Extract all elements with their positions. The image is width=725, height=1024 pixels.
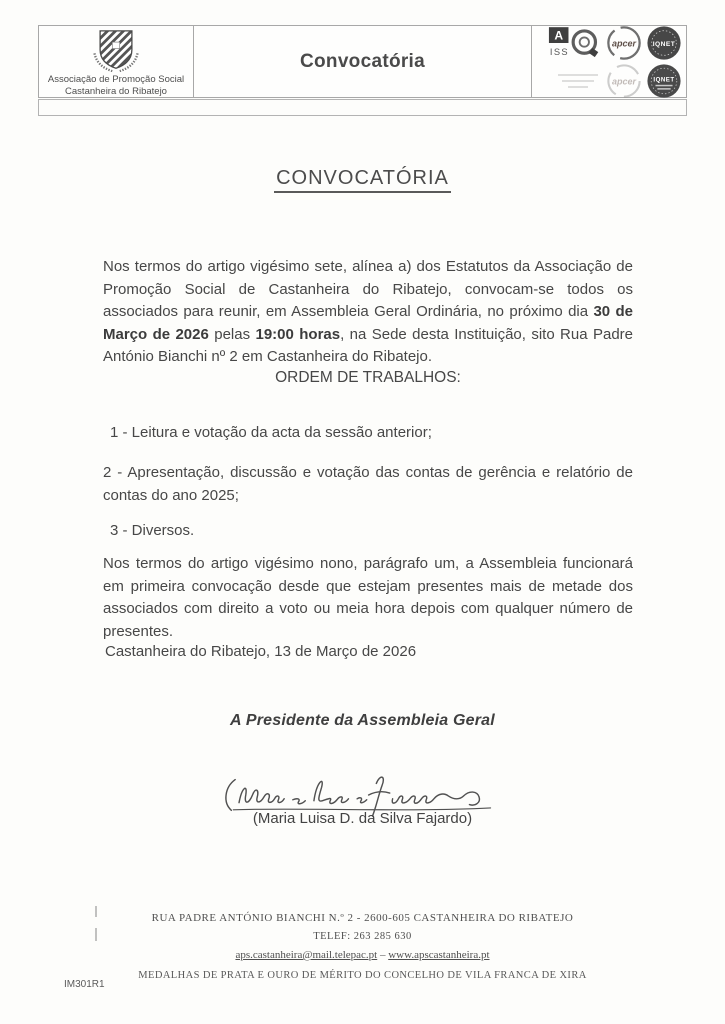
place-date-line: Castanheira do Ribatejo, 13 de Março de 2026 — [105, 643, 417, 660]
letterhead-title-cell — [193, 25, 532, 98]
org-name-line1: Associação de Promoção Social — [47, 74, 185, 85]
org-name — [48, 74, 184, 97]
meeting-time: 19:00 horas — [255, 325, 341, 343]
agenda-item-3: 3 - Diversos. — [110, 522, 195, 539]
signature-role-title: A Presidente da Assembleia Geral — [230, 712, 495, 729]
org-crest-icon — [91, 29, 141, 72]
apcer-badge-icon — [606, 25, 642, 61]
badge-row-bottom — [536, 63, 682, 99]
document-heading-wrap — [0, 167, 725, 193]
iqnet-label: IQNET — [652, 40, 676, 48]
iss-logo-icon — [548, 26, 602, 60]
document-heading: CONVOCATÓRIA — [274, 167, 451, 193]
footer-phone: TELEF: 263 285 630 — [313, 931, 412, 942]
iss-letter: A — [554, 28, 564, 43]
footer-medals-line: MEDALHAS DE PRATA E OURO DE MÉRITO DO CONCELHO DE VILA FRANCA DE XIRA — [138, 970, 587, 981]
apcer-label: apcer — [611, 37, 637, 48]
org-name-line2: Castanheira do Ribatejo — [65, 85, 167, 97]
document-type-title: Convocatória — [299, 50, 425, 72]
badge-row-top — [536, 25, 682, 61]
signature-printed-name: (Maria Luisa D. da Silva Fajardo) — [252, 810, 473, 827]
org-logo-cell — [38, 25, 194, 98]
p1-text-2: pelas — [208, 325, 256, 343]
letterhead — [38, 25, 687, 98]
agenda-item-1: 1 - Leitura e votação da acta da sessão anterior; — [110, 424, 432, 441]
footer-address: RUA PADRE ANTÓNIO BIANCHI N.º 2 - 2600-605 CASTANHEIRA DO RIBATEJO — [151, 912, 574, 924]
iqnet-badge2-icon — [646, 63, 682, 99]
scan-artifact — [95, 906, 97, 917]
p1-text-3: , na Sede desta Instituição, sito Rua Padre António Bianchi nº 2 em Castanheira do Ribatejo. — [103, 325, 633, 365]
iss-label: ISS — [549, 46, 570, 57]
paragraph-quorum: Nos termos do artigo vigésimo nono, parágrafo um, a Assembleia funcionará em primeira convocação desde que estejam presentes mais de metade dos associados com direito a voto ou meia hora depois com qualquer número de presentes. — [103, 555, 633, 640]
scan-artifact — [95, 928, 97, 941]
apcer-label-faded: apcer — [611, 75, 637, 86]
certification-badges-cell — [531, 25, 687, 98]
footer-links-separator: – — [379, 949, 386, 961]
form-code: IM301R1 — [64, 979, 105, 990]
faded-stamp-text — [556, 71, 602, 91]
apcer-badge-faded-icon — [606, 63, 642, 99]
iqnet-badge-icon — [646, 25, 682, 61]
meeting-date: 30 de Março de 2026 — [103, 303, 633, 343]
footer-website: www.apscastanheira.pt — [388, 949, 490, 961]
iqnet-label2: IQNET — [653, 75, 675, 83]
p1-text-1: Nos termos do artigo vigésimo sete, alínea a) dos Estatutos da Associação de Promoção Social de Castanheira do Ribatejo, convocam-se todos os associados para reunir, em Assembleia Geral Ordinária, no próximo dia — [103, 258, 633, 320]
footer-email: aps.castanheira@mail.telepac.pt — [235, 949, 378, 961]
paragraph-intro — [103, 256, 633, 369]
agenda-title: ORDEM DE TRABALHOS: — [275, 369, 461, 386]
footer-links — [0, 949, 725, 961]
letterhead-bottom-strip — [38, 99, 687, 116]
agenda-item-2: 2 - Apresentação, discussão e votação das contas de gerência e relatório de contas do ano 2025; — [103, 464, 633, 504]
